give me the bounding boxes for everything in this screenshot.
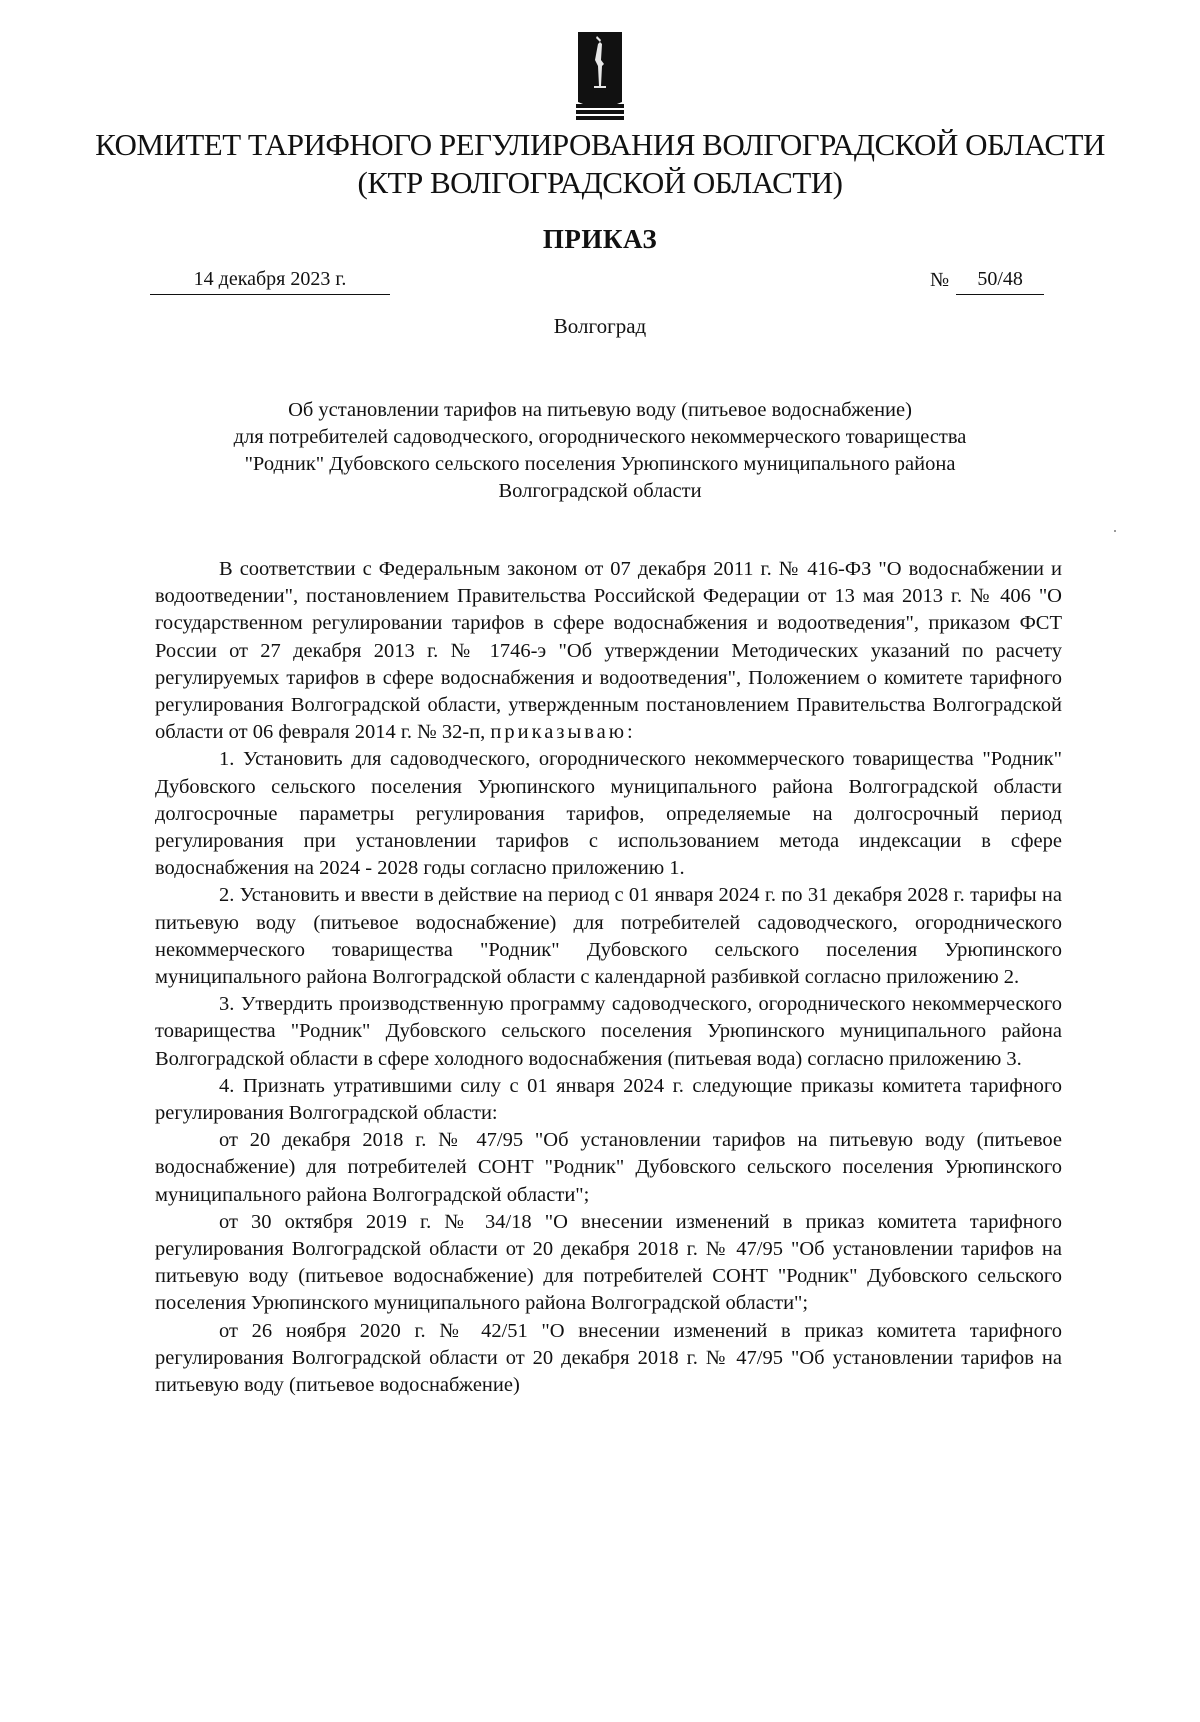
subject-line: Об установлении тарифов на питьевую воду (питьевое водоснабжение) — [288, 399, 912, 421]
item-4a-paragraph: от 20 декабря 2018 г. № 47/95 "Об установлении тарифов на питьевую воду (питьевое водоснабжение) для потребителей СОНТ "Родник" Дубовского сельского поселения Урюпинского муниципального района Волгоградской области"; — [155, 1129, 1062, 1206]
item-4-paragraph: 4. Признать утратившими силу с 01 января 2024 г. следующие приказы комитета тарифного регулирования Волгоградской области: — [155, 1074, 1062, 1125]
item-2-paragraph: 2. Установить и ввести в действие на период с 01 января 2024 г. по 31 декабря 2028 г. тарифы на питьевую воду (питьевое водоснабжение) для потребителей садоводческого, огороднического некоммерческого товарищества "Родник" Дубовского сельского поселения Урюпинского муниципального района Волгоградской области с календарной разбивкой согласно приложению 2. — [155, 884, 1062, 989]
city-name: Волгоград — [553, 314, 647, 338]
order-verb: приказываю: — [490, 721, 636, 744]
item-3-paragraph: 3. Утвердить производственную программу садоводческого, огороднического некоммерческого товарищества "Родник" Дубовского сельского поселения Урюпинского муниципального района Волгоградской области в сфере холодного водоснабжения (питьевая вода) согласно приложению 3. — [155, 993, 1062, 1070]
number-sign: № — [930, 269, 950, 291]
item-4c-paragraph: от 26 ноября 2020 г. № 42/51 "О внесении изменений в приказ комитета тарифного регулирования Волгоградской области от 20 декабря 2018 г. № 47/95 "Об установлении тарифов на питьевую воду (питьевое водоснабжение) — [155, 1319, 1062, 1397]
order-number: 50/48 — [956, 264, 1044, 295]
order-subject — [150, 397, 1050, 505]
organization-name: КОМИТЕТ ТАРИФНОГО РЕГУЛИРОВАНИЯ ВОЛГОГРАДСКОЙ ОБЛАСТИ — [95, 127, 1105, 162]
order-date: 14 декабря 2023 г. — [150, 264, 390, 295]
preamble-paragraph — [155, 556, 1062, 746]
order-body — [155, 556, 1062, 1399]
subject-line: Волгоградской области — [498, 480, 702, 502]
volgograd-coat-of-arms-icon — [574, 30, 626, 126]
order-number-block — [930, 264, 1044, 295]
item-1-paragraph: 1. Установить для садоводческого, огороднического некоммерческого товарищества "Родник" Дубовского сельского поселения Урюпинского муниципального района Волгоградской области долгосрочные параметры регулирования тарифов, определяемые на долгосрочный период регулирования при установлении тарифов с использованием метода индексации в сфере водоснабжения на 2024 - 2028 годы согласно приложению 1. — [155, 748, 1062, 880]
subject-line: "Родник" Дубовского сельского поселения Урюпинского муниципального района — [244, 453, 956, 475]
document-type: ПРИКАЗ — [542, 224, 658, 254]
scan-artifact — [1114, 530, 1116, 532]
subject-line: для потребителей садоводческого, огороднического некоммерческого товарищества — [233, 426, 967, 448]
item-4b-paragraph: от 30 октября 2019 г. № 34/18 "О внесении изменений в приказ комитета тарифного регулирования Волгоградской области от 20 декабря 2018 г. № 47/95 "Об установлении тарифов на питьевую воду (питьевое водоснабжение) для потребителей СОНТ "Родник" Дубовского сельского поселения Урюпинского муниципального района Волгоградской области"; — [155, 1210, 1062, 1315]
preamble-text: В соответствии с Федеральным законом от 07 декабря 2011 г. № 416-ФЗ "О водоснабжении и водоотведении", постановлением Правительства Российской Федерации от 13 мая 2013 г. № 406 "О государственном регулировании тарифов в сфере водоснабжения и водоотведения", приказом ФСТ России от 27 декабря 2013 г. № 1746-э "Об утверждении Методических указаний по расчету регулируемых тарифов в сфере водоснабжения и водоотведения", Положением о комитете тарифного регулирования Волгоградской области, утвержденным постановлением Правительства Волгоградской области от 06 февраля 2014 г. № 32-п, — [155, 558, 1062, 744]
organization-short-name: (КТР ВОЛГОГРАДСКОЙ ОБЛАСТИ) — [357, 165, 843, 200]
